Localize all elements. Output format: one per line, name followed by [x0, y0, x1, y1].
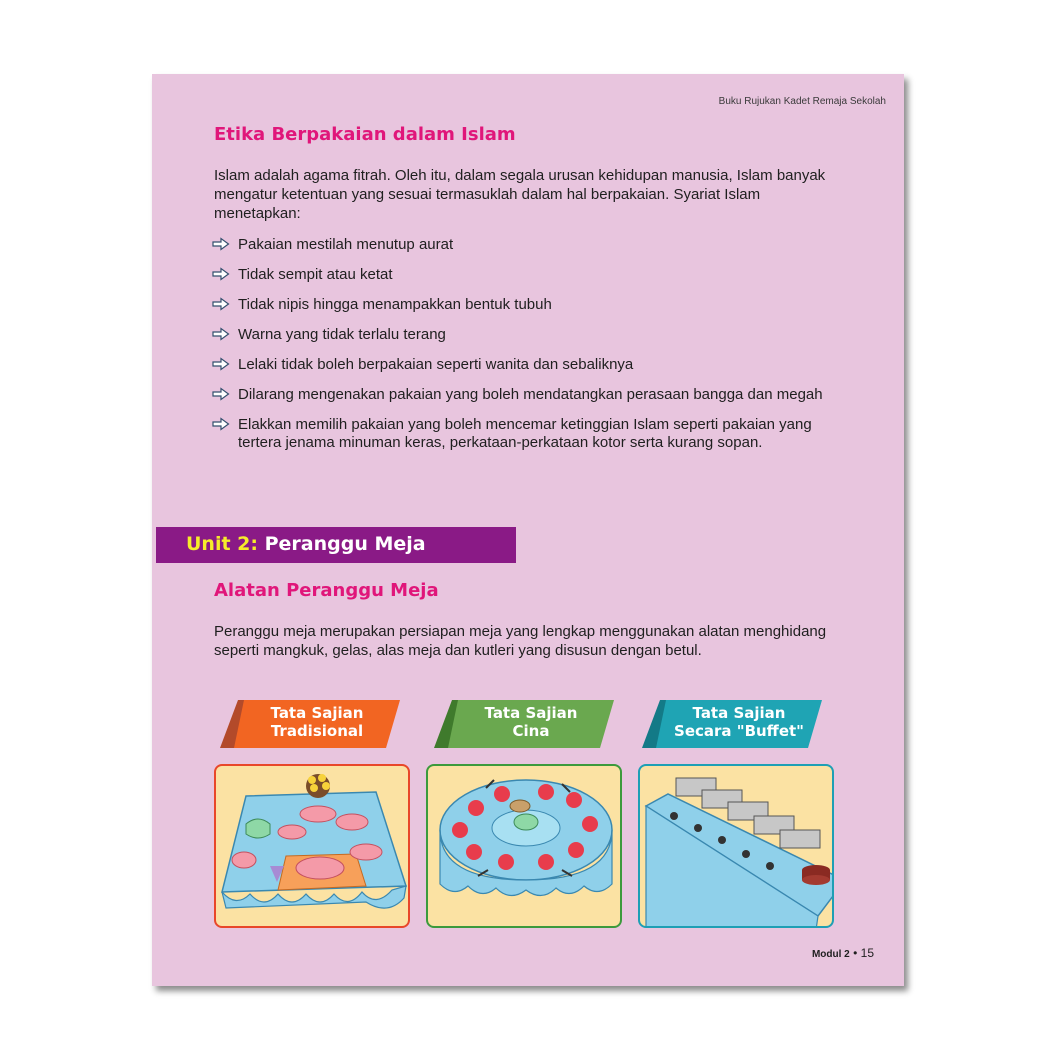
tab-label-line2: Secara "Buffet": [674, 722, 804, 740]
list-item-text: Lelaki tidak boleh berpakaian seperti wanita dan sebaliknya: [238, 356, 634, 373]
list-item: [210, 236, 840, 254]
tab-label-line2: Tradisional: [270, 722, 364, 740]
list-item: [210, 326, 840, 344]
arrow-bullet-icon: [212, 417, 230, 431]
tab-label: [234, 704, 400, 740]
section-intro-etika: Islam adalah agama fitrah. Oleh itu, dalam segala urusan kehidupan manusia, Islam banyak mengatur ketentuan yang sesuai termasuklah dalam hal berpakaian. Syariat Islam menetapkan:: [214, 167, 826, 222]
arrow-bullet-icon: [212, 387, 230, 401]
section-intro-alatan: Peranggu meja merupakan persiapan meja yang lengkap menggunakan alatan menghidang seperti mangkuk, gelas, alas meja dan kutleri yang disusun dengan betul.: [214, 623, 827, 659]
list-item: [210, 296, 840, 314]
tab-cina: [434, 700, 616, 748]
list-item: [210, 356, 840, 374]
list-item-text: Tidak nipis hingga menampakkan bentuk tubuh: [238, 296, 552, 313]
arrow-bullet-icon: [212, 357, 230, 371]
list-item-text: Pakaian mestilah menutup aurat: [238, 236, 454, 253]
rules-list: [210, 236, 840, 464]
tab-label: [656, 704, 822, 740]
chinese-table-illustration: [428, 766, 622, 928]
card-buffet-illustration: [638, 764, 834, 928]
card-tradisional-illustration: [214, 764, 410, 928]
unit-number: Unit 2:: [186, 533, 258, 555]
tab-tradisional: [220, 700, 402, 748]
page-footer: [812, 946, 874, 960]
footer-separator: •: [853, 946, 858, 960]
tab-label-line1: Tata Sajian: [270, 704, 364, 722]
buffet-table-illustration: [640, 766, 834, 928]
running-header: Buku Rujukan Kadet Remaja Sekolah: [718, 96, 886, 107]
tab-label-line1: Tata Sajian: [484, 704, 578, 722]
tab-label: [448, 704, 614, 740]
arrow-bullet-icon: [212, 297, 230, 311]
tab-buffet: [642, 700, 824, 748]
tab-label-line2: Cina: [512, 722, 550, 740]
section-title-etika: Etika Berpakaian dalam Islam: [214, 124, 516, 145]
arrow-bullet-icon: [212, 237, 230, 251]
list-item-text: Dilarang mengenakan pakaian yang boleh mendatangkan perasaan bangga dan megah: [238, 386, 823, 403]
arrow-bullet-icon: [212, 267, 230, 281]
unit-banner: [156, 527, 516, 563]
card-cina-illustration: [426, 764, 622, 928]
tab-label-line1: Tata Sajian: [692, 704, 786, 722]
list-item: [210, 386, 840, 404]
list-item-text: Warna yang tidak terlalu terang: [238, 326, 446, 343]
book-page: [152, 74, 904, 986]
traditional-table-illustration: [216, 766, 410, 928]
list-item: [210, 416, 840, 452]
section-title-alatan: Alatan Peranggu Meja: [214, 580, 439, 601]
list-item-text: Elakkan memilih pakaian yang boleh mencemar ketinggian Islam seperti pakaian yang tertera jenama minuman keras, perkataan-perkataan kotor serta kurang sopan.: [238, 416, 812, 451]
page-number: 15: [860, 946, 874, 960]
list-item: [210, 266, 840, 284]
list-item-text: Tidak sempit atau ketat: [238, 266, 393, 283]
arrow-bullet-icon: [212, 327, 230, 341]
footer-module: Modul 2: [811, 949, 850, 960]
unit-heading: [186, 533, 426, 555]
unit-title: Peranggu Meja: [264, 533, 426, 555]
